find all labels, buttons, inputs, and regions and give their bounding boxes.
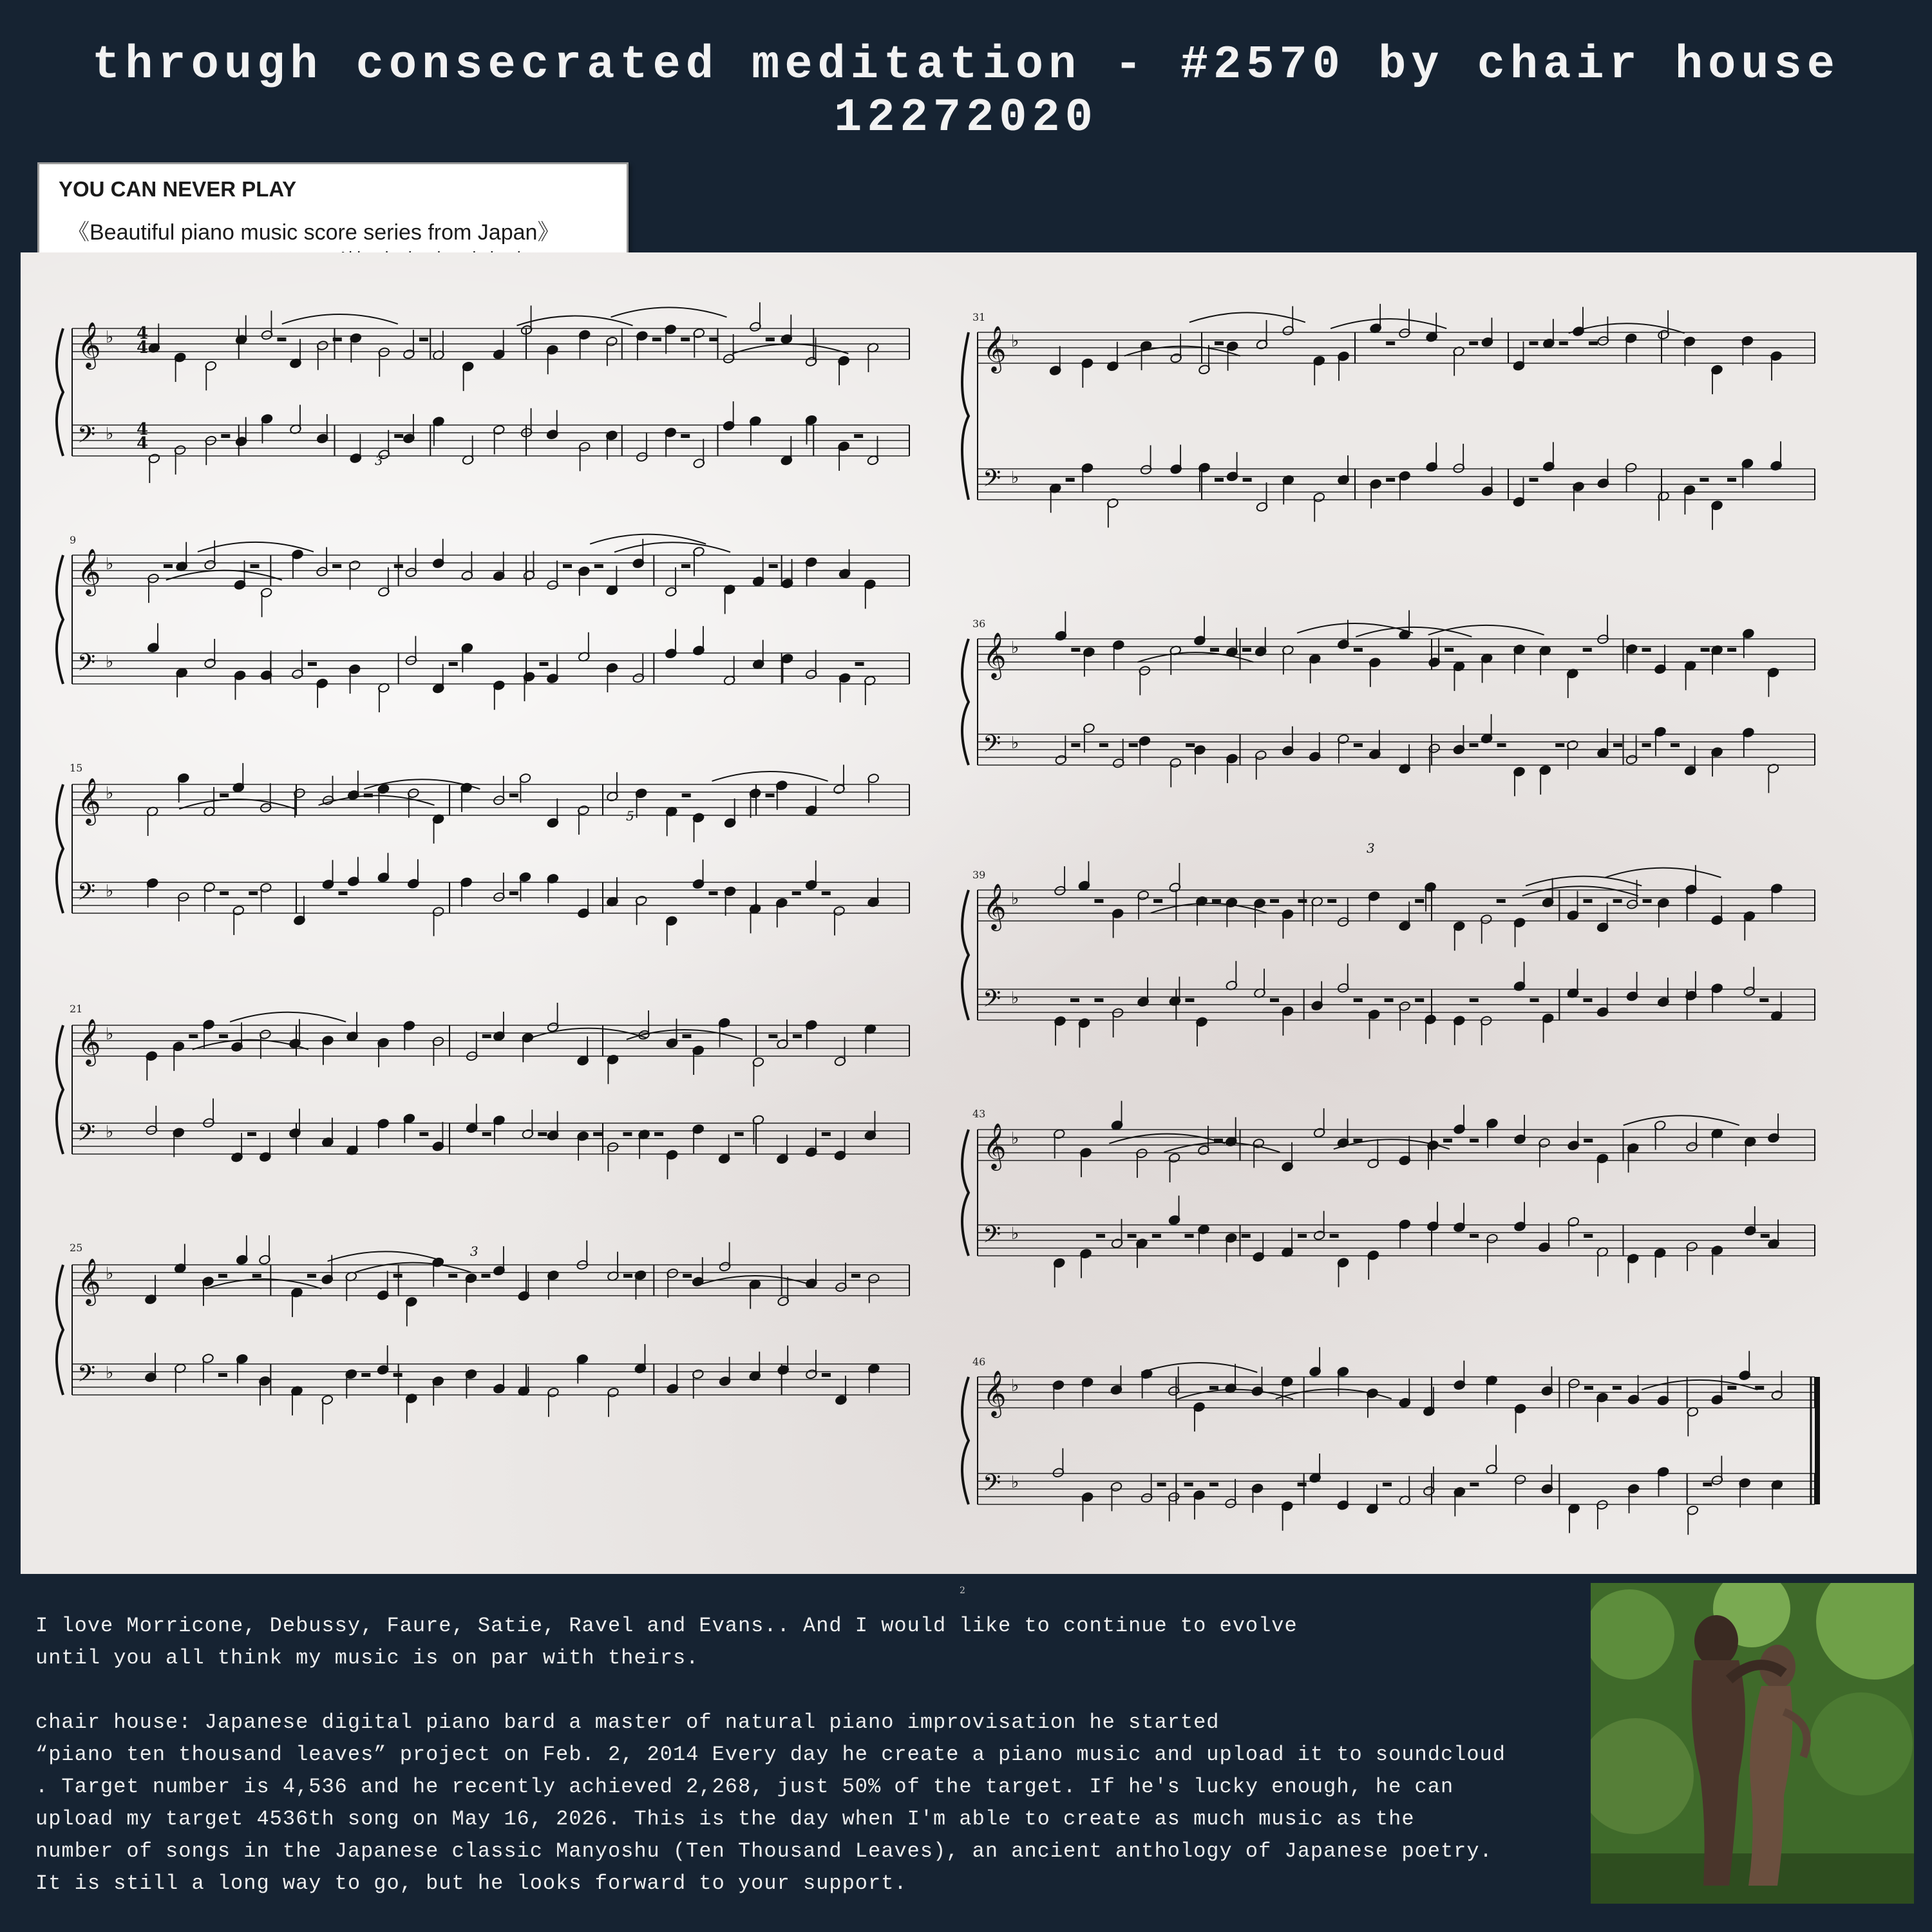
rest-mark xyxy=(1210,648,1219,652)
slur xyxy=(1164,1142,1280,1152)
bass-clef-icon: 𝄢 xyxy=(77,649,96,682)
treble-clef-icon: 𝄞 xyxy=(77,547,101,594)
rest-mark xyxy=(1071,648,1080,652)
rest-mark xyxy=(509,793,518,797)
slur xyxy=(1624,1115,1739,1125)
rest-mark xyxy=(1642,648,1651,652)
rest-mark xyxy=(277,337,286,341)
flat-icon: ♭ xyxy=(1011,1376,1019,1396)
bass-clef-icon: 𝄢 xyxy=(983,1221,1001,1254)
rest-mark xyxy=(448,1274,457,1278)
bass-clef-icon: 𝄢 xyxy=(77,1119,96,1152)
tuplet-label: 3 xyxy=(1367,840,1375,856)
rest-mark xyxy=(1298,1234,1307,1238)
rest-mark xyxy=(1298,899,1307,903)
system-brace xyxy=(962,1377,969,1504)
rest-mark xyxy=(1185,1234,1194,1238)
flat-icon: ♭ xyxy=(106,882,114,901)
slur xyxy=(590,535,706,544)
tuplet-label: 5 xyxy=(626,808,634,824)
time-signature-bottom-treble: 4 xyxy=(137,338,149,357)
rest-mark xyxy=(682,1034,691,1038)
flat-icon: ♭ xyxy=(106,652,114,672)
bass-clef-icon: 𝄢 xyxy=(983,985,1001,1018)
slur xyxy=(1331,319,1446,328)
rest-mark xyxy=(851,1274,860,1278)
rest-mark xyxy=(394,564,403,568)
rest-mark xyxy=(1613,1386,1622,1390)
bass-clef-icon: 𝄢 xyxy=(983,465,1001,498)
treble-clef-icon: 𝄞 xyxy=(77,1018,101,1065)
rest-mark xyxy=(307,1274,316,1278)
rest-mark xyxy=(1444,648,1454,652)
rest-mark xyxy=(1470,1482,1479,1486)
rest-mark xyxy=(1584,1234,1593,1238)
rest-mark xyxy=(1243,478,1252,482)
rest-mark xyxy=(1497,743,1506,747)
page-title: through consecrated meditation - #2570 by chair house 12272020 xyxy=(92,39,1840,144)
rest-mark xyxy=(822,1132,831,1136)
rest-mark xyxy=(220,793,229,797)
slur xyxy=(1177,1390,1293,1399)
measure-number-43: 43 xyxy=(972,1108,986,1120)
music-score xyxy=(21,252,1917,1574)
rest-mark xyxy=(681,434,690,438)
composer-description xyxy=(35,1610,1568,1900)
rest-mark xyxy=(1129,743,1138,747)
flat-icon: ♭ xyxy=(106,1363,114,1383)
rest-mark xyxy=(538,1132,547,1136)
rest-mark xyxy=(1386,478,1395,482)
slur xyxy=(355,1263,471,1273)
rest-mark xyxy=(822,891,831,895)
slur xyxy=(614,542,730,552)
measure-number-25: 25 xyxy=(70,1242,83,1254)
flat-icon: ♭ xyxy=(1011,734,1019,753)
rest-mark xyxy=(1469,341,1478,345)
system-brace xyxy=(57,555,63,684)
flat-icon: ♭ xyxy=(106,424,114,444)
flat-icon: ♭ xyxy=(1011,889,1019,909)
rest-mark xyxy=(1184,1482,1193,1486)
rest-mark xyxy=(189,1034,198,1038)
rest-mark xyxy=(1128,1234,1137,1238)
rest-mark xyxy=(247,1132,256,1136)
rest-mark xyxy=(822,1373,831,1377)
rest-mark xyxy=(1209,1386,1218,1390)
rest-mark xyxy=(1727,478,1736,482)
rest-mark xyxy=(218,1274,227,1278)
system-brace xyxy=(57,328,63,456)
rest-mark xyxy=(709,891,718,895)
rest-mark xyxy=(1071,743,1080,747)
rest-mark xyxy=(683,1274,692,1278)
rest-mark xyxy=(482,1034,491,1038)
flat-icon: ♭ xyxy=(106,554,114,574)
slur xyxy=(611,307,726,317)
rest-mark xyxy=(1099,743,1108,747)
badge-subtitle: 《Beautiful piano music score series from Japan》 xyxy=(68,220,560,245)
rest-mark xyxy=(482,1132,491,1136)
rest-mark xyxy=(1703,1482,1712,1486)
flat-icon: ♭ xyxy=(1011,332,1019,351)
treble-clef-icon: 𝄞 xyxy=(77,777,101,824)
rest-mark xyxy=(1386,341,1395,345)
rest-mark xyxy=(1186,743,1195,747)
rest-mark xyxy=(1327,899,1336,903)
time-signature-bottom-bass: 4 xyxy=(137,434,149,453)
rest-mark xyxy=(1642,743,1651,747)
rest-mark xyxy=(1415,899,1424,903)
measure-number-9: 9 xyxy=(70,534,77,546)
rest-mark xyxy=(394,434,403,438)
measure-number-31: 31 xyxy=(972,311,986,323)
rest-mark xyxy=(1613,743,1622,747)
slur xyxy=(712,772,828,781)
rest-mark xyxy=(1094,998,1103,1002)
rest-mark xyxy=(449,662,458,666)
slur xyxy=(230,1012,346,1022)
rest-mark xyxy=(1759,998,1768,1002)
measure-number-39: 39 xyxy=(972,869,986,881)
measure-number-21: 21 xyxy=(70,1003,83,1015)
rest-mark xyxy=(308,662,317,666)
rest-mark xyxy=(793,1034,802,1038)
slur xyxy=(516,316,632,326)
rest-mark xyxy=(1215,341,1224,345)
slur xyxy=(328,1251,444,1261)
rest-mark xyxy=(1583,899,1592,903)
rest-mark xyxy=(1559,341,1568,345)
rest-mark xyxy=(563,564,572,568)
rest-mark xyxy=(623,1274,632,1278)
rest-mark xyxy=(1215,478,1224,482)
rest-mark xyxy=(854,434,863,438)
rest-mark xyxy=(1212,899,1221,903)
rest-mark xyxy=(393,1274,402,1278)
system-brace xyxy=(57,1265,63,1395)
rest-mark xyxy=(218,1373,227,1377)
rest-mark xyxy=(1584,1386,1593,1390)
flat-icon: ♭ xyxy=(106,784,114,803)
rest-mark xyxy=(652,337,661,341)
rest-mark xyxy=(768,1034,777,1038)
rest-mark xyxy=(1270,899,1279,903)
slur xyxy=(1522,886,1638,896)
rest-mark xyxy=(681,564,690,568)
rest-mark xyxy=(219,1034,228,1038)
flat-icon: ♭ xyxy=(106,1264,114,1283)
rest-mark xyxy=(1242,648,1251,652)
rest-mark xyxy=(1298,1482,1307,1486)
bronze-sculpture-icon xyxy=(1591,1583,1914,1904)
rest-mark xyxy=(1385,998,1394,1002)
rest-mark xyxy=(1270,998,1279,1002)
rest-mark xyxy=(1443,1139,1452,1142)
tuplet-label: 3 xyxy=(470,1244,478,1259)
rest-mark xyxy=(623,1132,632,1136)
system-brace xyxy=(962,1130,969,1256)
flat-icon: ♭ xyxy=(1011,1129,1019,1148)
rest-mark xyxy=(1066,478,1075,482)
rest-mark xyxy=(539,662,548,666)
system-brace xyxy=(962,890,969,1020)
rest-mark xyxy=(1584,1139,1593,1142)
rest-mark xyxy=(1470,1139,1479,1142)
flat-icon: ♭ xyxy=(1011,468,1019,488)
rest-mark xyxy=(1583,648,1592,652)
rest-mark xyxy=(252,1274,261,1278)
rest-mark xyxy=(1671,743,1680,747)
treble-clef-icon: 𝄞 xyxy=(983,1369,1007,1416)
rest-mark xyxy=(709,337,718,341)
rest-mark xyxy=(1354,998,1363,1002)
flat-icon: ♭ xyxy=(1011,638,1019,658)
system-brace xyxy=(962,332,969,500)
rest-mark xyxy=(1613,899,1622,903)
rest-mark xyxy=(1701,648,1710,652)
slur xyxy=(319,795,435,805)
rest-mark xyxy=(1242,1234,1251,1238)
bass-clef-icon: 𝄢 xyxy=(77,878,96,911)
rest-mark xyxy=(1555,743,1564,747)
rest-mark xyxy=(419,1132,428,1136)
rest-mark xyxy=(509,891,518,895)
treble-clef-icon: 𝄞 xyxy=(983,1122,1007,1169)
rest-mark xyxy=(338,891,347,895)
measure-number-36: 36 xyxy=(972,618,986,630)
system-brace xyxy=(57,1025,63,1154)
rest-mark xyxy=(1727,648,1736,652)
slur xyxy=(1141,1363,1257,1372)
bass-clef-icon: 𝄢 xyxy=(983,730,1001,763)
rest-mark xyxy=(1354,743,1363,747)
rest-mark xyxy=(1185,998,1194,1002)
rest-mark xyxy=(1497,899,1506,903)
rest-mark xyxy=(1727,1386,1736,1390)
rest-mark xyxy=(1330,1234,1339,1238)
bass-clef-icon: 𝄢 xyxy=(77,421,96,454)
treble-clef-icon: 𝄞 xyxy=(77,321,101,368)
rest-mark xyxy=(1383,1482,1392,1486)
sheet-music-page xyxy=(21,252,1917,1574)
tuplet-label: 3 xyxy=(375,453,383,468)
system-brace xyxy=(57,784,63,913)
flat-icon: ♭ xyxy=(106,328,114,347)
page-number: 2 xyxy=(960,1586,965,1596)
rest-mark xyxy=(593,1132,602,1136)
bass-clef-icon: 𝄢 xyxy=(77,1360,96,1393)
rest-mark xyxy=(1700,478,1709,482)
rest-mark xyxy=(249,891,258,895)
rest-mark xyxy=(766,337,775,341)
slur xyxy=(1189,312,1305,322)
rest-mark xyxy=(766,793,775,797)
sculpture-photo xyxy=(1591,1583,1914,1904)
description-paragraph-1: I love Morricone, Debussy, Faure, Satie, Ravel and Evans.. And I would like to continue to evolve until you all think my music is on par with theirs. xyxy=(35,1614,1298,1670)
rest-mark xyxy=(1153,899,1162,903)
measure-number-15: 15 xyxy=(70,762,83,774)
rest-mark xyxy=(250,564,259,568)
rest-mark xyxy=(1354,648,1363,652)
system-brace xyxy=(962,639,969,765)
rest-mark xyxy=(481,1274,490,1278)
flat-icon: ♭ xyxy=(1011,1224,1019,1244)
time-signature-top-bass: 4 xyxy=(137,420,149,439)
flat-icon: ♭ xyxy=(1011,989,1019,1008)
flat-icon: ♭ xyxy=(106,1025,114,1044)
measure-number-46: 46 xyxy=(972,1356,986,1368)
rest-mark xyxy=(594,564,603,568)
rest-mark xyxy=(1529,478,1538,482)
rest-mark xyxy=(332,564,341,568)
treble-clef-icon: 𝄞 xyxy=(77,1257,101,1304)
treble-clef-icon: 𝄞 xyxy=(983,325,1007,372)
flat-icon: ♭ xyxy=(106,1122,114,1142)
bass-clef-icon: 𝄢 xyxy=(983,1470,1001,1502)
rest-mark xyxy=(769,564,778,568)
rest-mark xyxy=(735,1132,744,1136)
rest-mark xyxy=(1589,341,1598,345)
treble-clef-icon: 𝄞 xyxy=(983,882,1007,929)
rest-mark xyxy=(1157,1482,1166,1486)
rest-mark xyxy=(682,793,691,797)
slur xyxy=(1151,904,1267,913)
rest-mark xyxy=(1470,1234,1479,1238)
rest-mark xyxy=(1643,899,1652,903)
rest-mark xyxy=(164,564,173,568)
flat-icon: ♭ xyxy=(1011,1473,1019,1492)
rest-mark xyxy=(1070,998,1079,1002)
rest-mark xyxy=(1209,1482,1218,1486)
treble-clef-icon: 𝄞 xyxy=(983,631,1007,678)
rest-mark xyxy=(419,337,428,341)
rest-mark xyxy=(1530,998,1539,1002)
rest-mark xyxy=(1583,998,1592,1002)
slur xyxy=(1605,868,1721,878)
rest-mark xyxy=(333,337,342,341)
rest-mark xyxy=(1152,1234,1161,1238)
rest-mark xyxy=(1469,743,1478,747)
rest-mark xyxy=(393,1373,402,1377)
rest-mark xyxy=(681,337,690,341)
rest-mark xyxy=(361,1373,370,1377)
badge-heading: YOU CAN NEVER PLAY xyxy=(59,177,297,201)
rest-mark xyxy=(220,891,229,895)
rest-mark xyxy=(855,662,864,666)
rest-mark xyxy=(1470,998,1479,1002)
description-paragraph-2: chair house: Japanese digital piano bard a master of natural piano improvisation he started “piano ten thousand leaves” project on Feb. 2, 2014 Every day he create a piano music and upload it to soundcloud . Target number is 4,536 and he recently achieved 2,268, just 50% of the target. If he's lucky enough, he can upload my target 4536th song on May 16, 2026. This is the day when I'm able to create as much music as the number of songs in the Japanese classic Manyoshu (Ten Thousand Leaves), an ancient anthology of Japanese poetry. It is still a long way to go, but he looks forward to your support. xyxy=(35,1710,1506,1895)
rest-mark xyxy=(1096,1234,1105,1238)
rest-mark xyxy=(1761,1234,1770,1238)
slur xyxy=(282,314,398,324)
rest-mark xyxy=(221,434,230,438)
rest-mark xyxy=(792,891,801,895)
rest-mark xyxy=(1415,998,1424,1002)
slur xyxy=(732,344,848,354)
rest-mark xyxy=(1094,899,1103,903)
time-signature-top-treble: 4 xyxy=(137,324,149,343)
rest-mark xyxy=(654,1132,663,1136)
rest-mark xyxy=(1529,341,1538,345)
slur xyxy=(1526,876,1642,886)
